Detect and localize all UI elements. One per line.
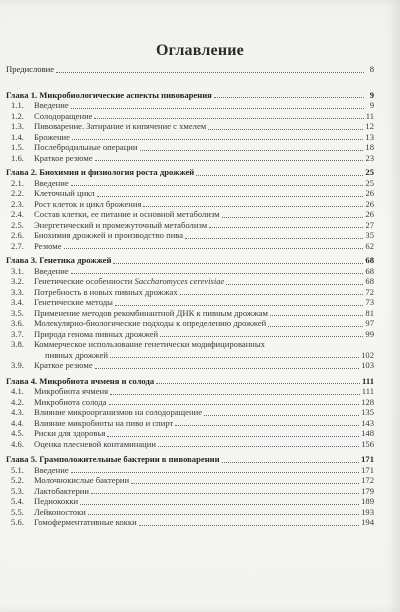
toc-section-label: Применение методов рекомбинантной ДНК к пивным дрожжам: [34, 307, 268, 318]
dot-leader: [268, 326, 363, 327]
toc-section-label-text: Генетические особенности: [34, 276, 133, 286]
toc-section-number: 5.6.: [11, 517, 24, 527]
dot-leader: [226, 284, 363, 285]
toc-page-number: 13: [365, 131, 374, 142]
toc-section-number: 5.3.: [11, 485, 24, 496]
toc-section-number: 3.8.: [11, 339, 24, 349]
toc-page-number: 97: [365, 318, 374, 328]
toc-page-number: 193: [361, 506, 374, 517]
toc-section-3-5[interactable]: [6, 308, 374, 319]
toc-section-1-6[interactable]: [6, 153, 374, 164]
toc-page-number: 179: [361, 485, 374, 496]
dot-leader: [71, 185, 364, 186]
toc-page-number: 8: [369, 64, 374, 74]
toc-section-5-4[interactable]: [6, 496, 374, 507]
toc-section-2-7[interactable]: [6, 241, 374, 252]
toc-page-number: 99: [365, 328, 374, 339]
toc-section-label: Брожение: [34, 131, 70, 142]
toc-section-2-3[interactable]: [6, 199, 374, 210]
dot-leader: [95, 160, 364, 161]
toc-section-4-5[interactable]: [6, 428, 374, 439]
toc-section-label: Лейконостоки: [34, 506, 86, 517]
toc-section-label: Педиококки: [34, 496, 79, 506]
toc-section-number: 2.4.: [11, 209, 24, 219]
toc-section-2-2[interactable]: [6, 188, 374, 199]
toc-section-5-5[interactable]: [6, 507, 374, 518]
toc-section-label: Рост клеток и цикл брожения: [34, 198, 142, 209]
toc-chapter-label: Глава 5. Грамположительные бактерии в пивоварении: [6, 454, 220, 464]
toc-section-body: [34, 339, 374, 360]
toc-page-number: 156: [361, 438, 374, 449]
dot-leader: [143, 206, 363, 207]
toc-section-4-6[interactable]: [6, 439, 374, 450]
dot-leader: [208, 129, 363, 130]
toc-section-label: Введение: [34, 100, 69, 110]
toc-section-1-3[interactable]: [6, 121, 374, 132]
toc-page-number: 62: [365, 240, 374, 251]
toc-page-number: 111: [361, 386, 374, 396]
toc-section-4-2[interactable]: [6, 397, 374, 408]
dot-leader: [94, 118, 363, 119]
dot-leader: [156, 383, 360, 384]
toc-section-label: Послебродильные операции: [34, 142, 138, 152]
dot-leader: [115, 305, 364, 306]
toc-section-number: 4.1.: [11, 386, 24, 396]
dot-leader: [113, 263, 363, 264]
toc-preface[interactable]: [6, 64, 374, 75]
toc-section-label: Оценка плесневой контаминации: [34, 438, 156, 449]
toc-section-label-cont: пивных дрожжей: [45, 349, 109, 360]
toc-section-label: Природа генома пивных дрожжей: [34, 328, 159, 339]
dot-leader: [185, 238, 363, 239]
toc-section-3-6[interactable]: [6, 318, 374, 329]
toc-entry-label: Предисловие: [6, 64, 55, 74]
toc-section-label-italic: Saccharomyces cerevisiae: [134, 276, 225, 286]
toc-section-label: Коммерческое использование генетически модифицированных: [34, 339, 265, 349]
toc-section-number: 1.3.: [11, 121, 24, 131]
toc-section-3-1[interactable]: [6, 266, 374, 277]
toc-section-3-2[interactable]: [6, 276, 374, 287]
toc-chapter-label: Глава 1. Микробиологические аспекты пивоварения: [6, 89, 212, 100]
dot-leader: [175, 425, 359, 426]
toc-section-2-4[interactable]: [6, 209, 374, 220]
toc-page-number: 26: [365, 209, 374, 219]
toc-section-label: Влияние микробиоты на пиво и спирт: [34, 417, 174, 428]
toc-section-number: 1.1.: [11, 100, 24, 110]
toc-section-4-1[interactable]: [6, 386, 374, 397]
toc-section-label: Солодоращение: [34, 110, 93, 121]
toc-section-5-1[interactable]: [6, 465, 374, 476]
toc-section-label: Молочнокислые бактерии: [34, 475, 130, 485]
toc-page-number: 68: [365, 265, 374, 276]
toc-section-label: Энергетический и промежуточный метаболизм: [34, 219, 208, 230]
toc-section-number: 2.6.: [11, 230, 24, 240]
toc-page-number: 103: [361, 360, 374, 370]
toc-section-1-4[interactable]: [6, 132, 374, 143]
dot-leader: [107, 436, 359, 437]
toc-section-number: 5.1.: [11, 464, 24, 475]
dot-leader: [160, 336, 363, 337]
toc-page-number: 9: [369, 89, 374, 100]
dot-leader: [110, 357, 359, 358]
toc-section-label: Биохимия дрожжей и производство пива: [34, 230, 184, 240]
toc-page-number: 12: [365, 121, 374, 131]
toc-section-3-7[interactable]: [6, 329, 374, 340]
toc-page-number: 27: [365, 219, 374, 230]
dot-leader: [80, 504, 359, 505]
dot-leader: [64, 248, 364, 249]
toc-section-line2: [34, 350, 374, 361]
toc-chapter-2[interactable]: [6, 167, 374, 178]
toc-page-number: 73: [365, 297, 374, 307]
dot-leader: [140, 150, 364, 151]
toc-section-number: 1.4.: [11, 131, 24, 142]
toc-section-number: 3.7.: [11, 328, 24, 339]
toc-page-number: 102: [361, 349, 374, 360]
dot-leader: [222, 217, 364, 218]
dot-leader: [209, 227, 363, 228]
toc-section-label: Введение: [34, 265, 69, 276]
toc-section-label: Микробиота ячменя: [34, 386, 109, 396]
toc-section-3-8[interactable]: [6, 339, 374, 360]
toc-section-number: 3.2.: [11, 276, 24, 286]
toc-page-number: 148: [361, 428, 374, 438]
toc-page-number: 11: [365, 110, 374, 121]
dot-leader: [110, 394, 360, 395]
toc-section-label: Клеточный цикл: [34, 188, 95, 198]
dot-leader: [72, 139, 363, 140]
toc-page-number: 189: [361, 496, 374, 506]
toc-section-number: 4.2.: [11, 396, 24, 407]
toc-section-4-4[interactable]: [6, 418, 374, 429]
toc-section-4-3[interactable]: [6, 407, 374, 418]
toc-section-number: 4.5.: [11, 428, 24, 438]
toc-page-number: 9: [369, 100, 374, 110]
toc-section-label: Микробиота солода: [34, 396, 107, 407]
toc-section-label: Краткое резюме: [34, 360, 93, 370]
dot-leader: [88, 514, 359, 515]
toc-section-number: 4.4.: [11, 417, 24, 428]
dot-leader: [158, 446, 359, 447]
toc-section-number: 2.2.: [11, 188, 24, 198]
toc-section-label: Гомоферментативные кокки: [34, 517, 137, 527]
dot-leader: [270, 315, 363, 316]
dot-leader: [180, 294, 364, 295]
toc-chapter-5[interactable]: [6, 454, 374, 465]
toc-chapter-label: Глава 4. Микробиота ячменя и солода: [6, 375, 155, 386]
dot-leader: [97, 196, 364, 197]
toc-page-number: 26: [365, 188, 374, 198]
toc-page-number: 68: [365, 255, 374, 265]
toc-section-number: 4.6.: [11, 438, 24, 449]
toc-page-number: 18: [365, 142, 374, 152]
toc-section-number: 2.1.: [11, 177, 24, 188]
table-of-contents: [6, 64, 374, 528]
toc-chapter-4[interactable]: [6, 376, 374, 387]
toc-page-number: 23: [365, 152, 374, 163]
toc-page-number: 26: [365, 198, 374, 209]
toc-page-number: 68: [365, 276, 374, 286]
toc-section-number: 5.4.: [11, 496, 24, 506]
toc-section-label: Генетические методы: [34, 297, 113, 307]
toc-page-number: 25: [365, 167, 374, 177]
dot-leader: [71, 273, 364, 274]
toc-page-number: 128: [361, 396, 374, 407]
toc-section-number: 3.6.: [11, 318, 24, 328]
toc-page-number: 135: [361, 407, 374, 417]
toc-page-number: 171: [361, 464, 374, 475]
dot-leader: [71, 472, 359, 473]
toc-section-label: Краткое резюме: [34, 152, 93, 163]
toc-section-label: Молекулярно-биологические подходы к определению дрожжей: [34, 318, 267, 328]
toc-section-number: 3.5.: [11, 307, 24, 318]
toc-chapter-3[interactable]: [6, 255, 374, 266]
toc-page-number: 194: [361, 517, 374, 527]
toc-page-number: 81: [365, 307, 374, 318]
toc-section-3-3[interactable]: [6, 287, 374, 298]
dot-leader: [91, 493, 359, 494]
toc-section-number: 5.5.: [11, 506, 24, 517]
toc-section-number: 3.9.: [11, 360, 24, 370]
toc-section-label: Потребность в новых пивных дрожжах: [34, 286, 178, 297]
dot-leader: [71, 108, 364, 109]
toc-section-number: 1.6.: [11, 152, 24, 163]
toc-page-number: 25: [365, 177, 374, 188]
toc-section-3-9[interactable]: [6, 360, 374, 371]
dot-leader: [196, 175, 363, 176]
toc-section-3-4[interactable]: [6, 297, 374, 308]
toc-page-number: 171: [361, 454, 374, 464]
dot-leader: [204, 415, 359, 416]
toc-section-1-5[interactable]: [6, 142, 374, 153]
toc-section-number: 2.7.: [11, 240, 24, 251]
toc-section-number: 1.5.: [11, 142, 24, 152]
toc-section-label: Пивоварение. Затирание и кипячение с хмелем: [34, 121, 207, 131]
dot-leader: [56, 72, 364, 73]
toc-chapter-label: Глава 2. Биохимия и физиология роста дрожжей: [6, 167, 195, 177]
toc-section-2-5[interactable]: [6, 220, 374, 231]
toc-section-1-1[interactable]: [6, 100, 374, 111]
toc-page-number: 35: [365, 230, 374, 240]
toc-section-number: 4.3.: [11, 407, 24, 417]
toc-section-5-3[interactable]: [6, 486, 374, 497]
dot-leader: [109, 404, 360, 405]
toc-section-label: Резюме: [34, 240, 62, 251]
toc-section-2-6[interactable]: [6, 230, 374, 241]
toc-section-number: 5.2.: [11, 475, 24, 485]
toc-section-label: Лактобактерии: [34, 485, 89, 496]
toc-section-number: 3.1.: [11, 265, 24, 276]
toc-page-number: 111: [362, 375, 374, 386]
toc-section-label: Введение: [34, 177, 69, 188]
toc-page-number: 72: [365, 286, 374, 297]
toc-section-number: 3.3.: [11, 286, 24, 297]
toc-page-number: 172: [361, 475, 374, 485]
toc-section-label: Состав клетки, ее питание и основной метаболизм: [34, 209, 220, 219]
toc-section-number: 2.3.: [11, 198, 24, 209]
toc-section-label: Влияние микроорганизмов на солодоращение: [34, 407, 203, 417]
toc-section-label: Введение: [34, 464, 69, 475]
toc-section-number: 1.2.: [11, 110, 24, 121]
dot-leader: [139, 525, 359, 526]
toc-section-2-1[interactable]: [6, 178, 374, 189]
toc-section-number: 2.5.: [11, 219, 24, 230]
toc-section-5-6[interactable]: [6, 517, 374, 528]
dot-leader: [131, 483, 359, 484]
dot-leader: [214, 97, 364, 98]
toc-section-1-2[interactable]: [6, 111, 374, 122]
page-title: Оглавление: [156, 42, 244, 59]
toc-page-number: 143: [361, 417, 374, 428]
toc-section-label: [34, 276, 224, 287]
toc-section-5-2[interactable]: [6, 475, 374, 486]
dot-leader: [222, 462, 360, 463]
toc-section-label: Риски для здоровья: [34, 428, 106, 438]
dot-leader: [95, 368, 359, 369]
toc-section-number: 3.4.: [11, 297, 24, 307]
toc-chapter-label: Глава 3. Генетика дрожжей: [6, 255, 112, 265]
toc-chapter-1[interactable]: [6, 90, 374, 101]
